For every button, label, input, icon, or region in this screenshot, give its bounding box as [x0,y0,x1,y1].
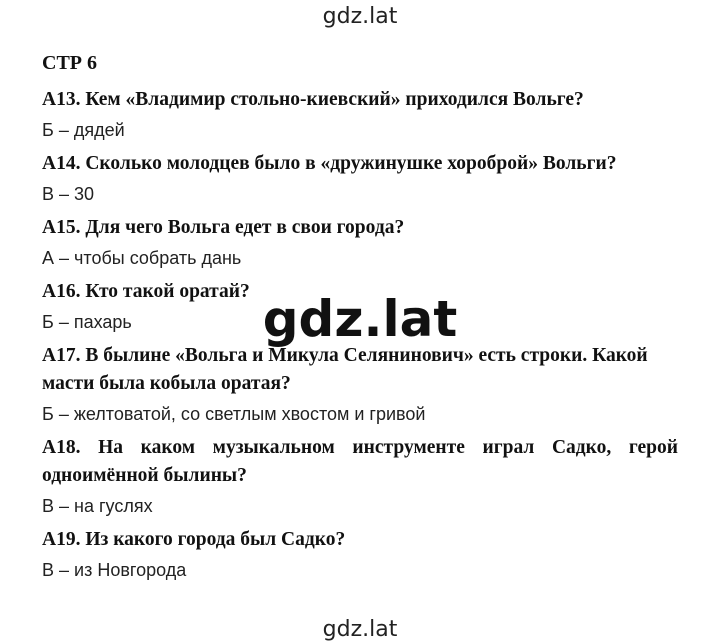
question-text: А19. Из какого города был Садко? [42,529,346,550]
question-text: А15. Для чего Вольга едет в свои города? [42,217,405,238]
question-text: А16. Кто такой оратай? [42,281,250,302]
question-text: А14. Сколько молодцев было в «дружинушке хороброй» Вольги? [42,153,617,174]
answer-text: В – на гуслях [42,496,153,516]
site-header-logo: gdz.lat [322,4,398,29]
answer-text: Б – желтоватой, со светлым хвостом и гривой [42,404,426,424]
qa-item-a13 [42,86,678,142]
watermark-logo: gdz.lat [262,290,458,348]
question-text: А17. В былине «Вольга и Микула Селянинович» есть строки. Какой масти была кобыла оратая? [42,345,648,394]
question-text: А18. На каком музыкальном инструменте играл Садко, герой одноимённой былины? [42,437,678,486]
answer-text: Б – дядей [42,120,125,140]
site-footer-logo: gdz.lat [322,617,398,642]
qa-list [42,86,678,590]
qa-item-a17 [42,342,678,426]
question-text: А13. Кем «Владимир стольно-киевский» приходился Вольге? [42,89,584,110]
answer-text: А – чтобы собрать дань [42,248,242,268]
qa-item-a14 [42,150,678,206]
qa-item-a16 [42,278,678,334]
answer-text: В – из Новгорода [42,560,187,580]
qa-item-a15 [42,214,678,270]
page-heading: СТР 6 [42,52,97,74]
qa-item-a18 [42,434,678,518]
answer-text: Б – пахарь [42,312,132,332]
qa-item-a19 [42,526,678,582]
answer-text: В – 30 [42,184,95,204]
